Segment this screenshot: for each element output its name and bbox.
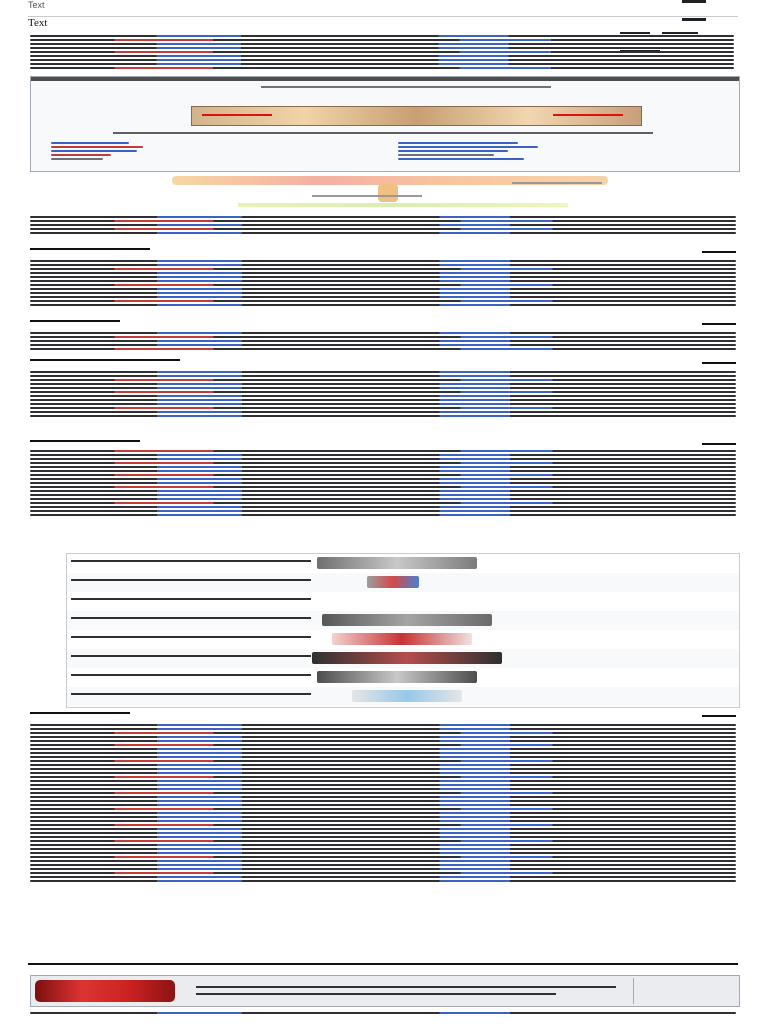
infobox-caption: [261, 86, 551, 88]
section-2: [30, 318, 736, 358]
section-heading: [30, 710, 736, 720]
gallery-label: [71, 636, 311, 638]
footer-image: [35, 980, 175, 1002]
section-1: [30, 246, 736, 320]
gallery-image: [332, 633, 472, 645]
top-bar: [28, 0, 738, 17]
intro-links: [30, 214, 736, 242]
gallery-image: [312, 652, 502, 664]
section-3: [30, 357, 736, 439]
gallery-image: [317, 557, 477, 569]
title-tabs: [612, 21, 738, 29]
gallery-row: [67, 668, 739, 687]
gallery-label: [71, 598, 311, 600]
gallery-row: [67, 630, 739, 649]
infobox-header: [31, 77, 739, 81]
gallery-image: [367, 576, 419, 588]
gallery-row: [67, 687, 739, 706]
infobox-note: [113, 132, 653, 134]
infobox-image: [191, 106, 642, 126]
footer-rule: [28, 963, 738, 965]
image-gallery: [66, 553, 740, 708]
section-4: [30, 438, 736, 548]
section-heading: [30, 246, 736, 256]
footer-caption: [196, 986, 616, 988]
gallery-label: [71, 579, 311, 581]
lead-paragraphs: [30, 33, 734, 79]
gallery-row: [67, 554, 739, 573]
bottom-links: [30, 1010, 736, 1020]
gallery-row: [67, 592, 739, 611]
diagram-lower-band: [238, 203, 568, 207]
section-5: [30, 710, 736, 958]
section-heading: [30, 357, 736, 367]
gallery-label: [71, 674, 311, 676]
site-label: Text: [28, 0, 45, 10]
gallery-label: [71, 560, 311, 562]
gallery-image: [352, 690, 462, 702]
diagram-label: [312, 195, 422, 197]
anatomy-diagram: [172, 172, 608, 214]
infobox-left-links: [51, 140, 391, 162]
gallery-row: [67, 611, 739, 630]
footer-box: [30, 975, 740, 1007]
gallery-row: [67, 573, 739, 592]
diagram-stem: [378, 184, 398, 202]
infobox-right-links: [398, 140, 738, 162]
infobox: [30, 76, 740, 172]
footer-divider: [633, 978, 634, 1004]
title-row: [28, 17, 738, 30]
page-title: Text: [28, 17, 48, 29]
diagram-label: [512, 182, 602, 184]
gallery-row: [67, 649, 739, 668]
section-heading: [30, 438, 736, 448]
gallery-label: [71, 655, 311, 657]
menu-icon[interactable]: [682, 0, 706, 3]
gallery-label: [71, 693, 311, 695]
gallery-label: [71, 617, 311, 619]
gallery-image: [322, 614, 492, 626]
footer-text: [196, 993, 556, 995]
gallery-image: [317, 671, 477, 683]
section-heading: [30, 318, 736, 328]
top-tools: [678, 0, 738, 10]
